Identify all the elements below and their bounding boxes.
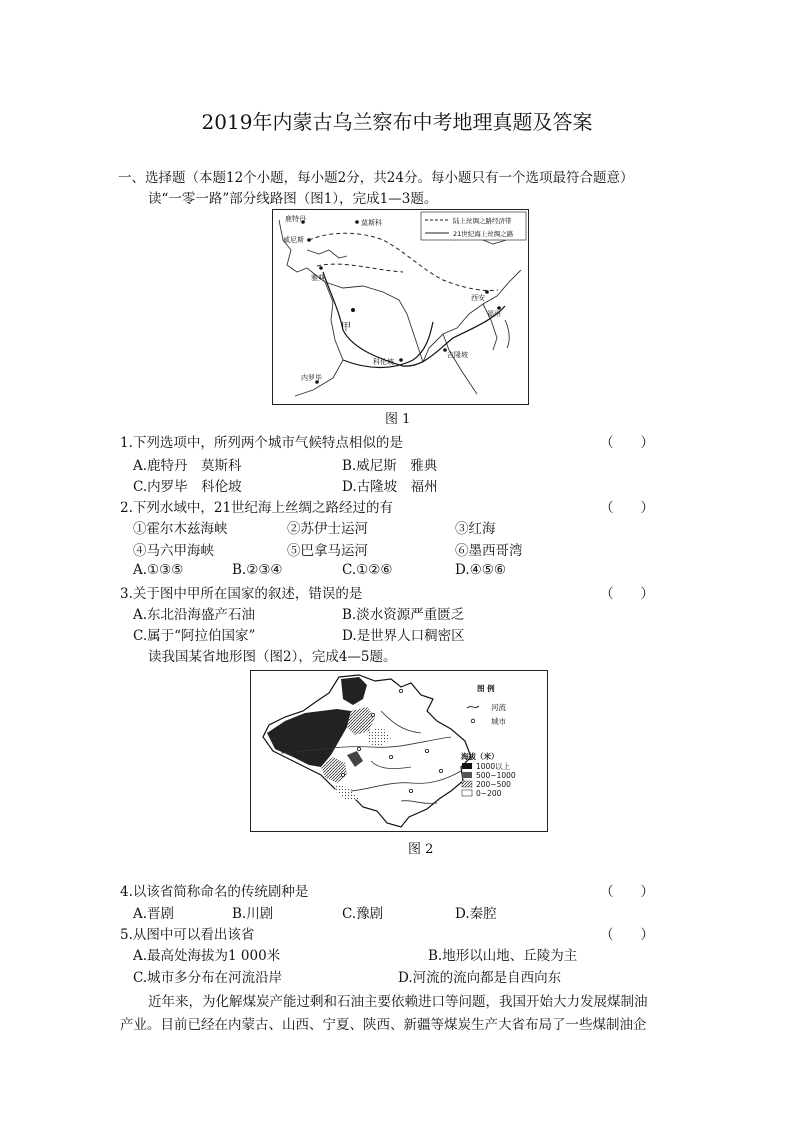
paragraph-line-1: 近年来，为化解煤炭产能过剩和石油主要依赖进口等问题，我国开始大力发展煤制油 (148, 994, 648, 1010)
q5-option-d: D.河流的流向都是自西向东 (398, 970, 562, 986)
q4-stem: 4.以该省简称命名的传统剧种是 (120, 884, 309, 900)
figure-2-caption: 图 2 (408, 842, 434, 857)
q2-item-6: ⑥墨西哥湾 (455, 543, 523, 559)
label-rotterdam: 鹿特丹 (285, 215, 306, 223)
q2-item-1: ①霍尔木兹海峡 (133, 521, 228, 537)
legend-title: 图 例 (477, 684, 495, 693)
q2-stem: 2.下列水域中，21世纪海上丝绸之路经过的有 (120, 500, 394, 516)
q5-option-c: C.城市多分布在河流沿岸 (133, 970, 283, 986)
intro-text-1: 读“一零一路”部分线路图（图1），完成1—3题。 (148, 191, 438, 207)
q3-option-d: D.是世界人口稠密区 (342, 628, 465, 644)
label-kuala: 吉隆坡 (447, 351, 468, 359)
label-nairobi: 内罗毕 (301, 374, 322, 382)
figure-1-map (272, 209, 529, 405)
figure-1-caption: 图 1 (385, 412, 411, 427)
label-athens: 雅典 (311, 274, 325, 282)
q2-option-d: D.④⑤⑥ (455, 562, 506, 578)
q3-option-a: A.东北沿海盛产石油 (133, 607, 256, 623)
q2-option-a: A.①③⑤ (133, 562, 184, 578)
silk-road-map (273, 210, 528, 404)
figure-2-map (250, 670, 548, 832)
paragraph-line-2: 产业。目前已经在内蒙古、山西、宁夏、陕西、新疆等煤炭生产大省布局了一些煤制油企 (120, 1017, 647, 1033)
province-terrain-map (251, 671, 547, 831)
legend-elev-3: 200~500 (476, 780, 511, 789)
q1-stem: 1.下列选项中，所列两个城市气候特点相似的是 (120, 435, 403, 451)
q5-option-b: B.地形以山地、丘陵为主 (428, 948, 578, 964)
legend-elev-1: 1000以上 (476, 762, 511, 771)
q2-option-b: B.②③④ (232, 562, 283, 578)
label-fuzhou: 福州 (487, 310, 501, 318)
label-jia: 甲 (341, 322, 351, 333)
q4-option-a: A.晋剧 (133, 906, 175, 922)
q3-stem: 3.关于图中甲所在国家的叙述，错误的是 (120, 586, 363, 602)
q1-answer-bracket: （ ） (600, 435, 654, 451)
section-heading: 一、选择题（本题12个小题，每小题2分，共24分。每小题只有一个选项最符合题意） (118, 170, 634, 186)
label-moscow: 莫斯科 (361, 219, 382, 227)
q5-answer-bracket: （ ） (600, 927, 654, 943)
q3-option-b: B.淡水资源严重匮乏 (342, 607, 465, 623)
q1-option-c: C.内罗毕 科伦坡 (133, 479, 242, 495)
legend-elev-2: 500~1000 (476, 771, 516, 780)
q1-option-a: A.鹿特丹 莫斯科 (133, 458, 242, 474)
q2-answer-bracket: （ ） (600, 500, 654, 516)
legend-elev-4: 0~200 (476, 789, 502, 798)
figure-1-legend (421, 212, 526, 240)
page-title: 2019年内蒙古乌兰察布中考地理真题及答案 (201, 110, 593, 134)
legend-elev-title: 海拔（米） (461, 752, 499, 761)
legend-river: 河流 (491, 703, 506, 712)
legend-land-route: 陆上丝绸之路经济带 (453, 217, 512, 225)
intro-text-2: 读我国某省地形图（图2），完成4—5题。 (148, 649, 397, 665)
q2-item-5: ⑤巴拿马运河 (287, 543, 368, 559)
label-venice: 威尼斯 (283, 236, 304, 244)
label-colombo: 科伦坡 (373, 358, 394, 366)
figure-2-legend (461, 683, 516, 798)
q1-option-b: B.威尼斯 雅典 (342, 458, 438, 474)
legend-city: 城市 (491, 717, 506, 726)
q3-answer-bracket: （ ） (600, 586, 654, 602)
q4-option-c: C.豫剧 (342, 906, 384, 922)
q5-stem: 5.从图中可以看出该省 (120, 927, 255, 943)
q2-option-c: C.①②⑥ (342, 562, 393, 578)
q5-option-a: A.最高处海拔为1 000米 (133, 948, 281, 964)
q2-item-3: ③红海 (455, 521, 496, 537)
q2-item-2: ②苏伊士运河 (287, 521, 368, 537)
q4-answer-bracket: （ ） (600, 884, 654, 900)
q4-option-d: D.秦腔 (455, 906, 497, 922)
label-xian: 西安 (471, 294, 485, 302)
q3-option-c: C.属于“阿拉伯国家” (133, 628, 256, 644)
q4-option-b: B.川剧 (232, 906, 274, 922)
q2-item-4: ④马六甲海峡 (133, 543, 214, 559)
q1-option-d: D.古隆坡 福州 (342, 479, 438, 495)
legend-sea-route: 21世纪海上丝绸之路 (453, 230, 514, 238)
